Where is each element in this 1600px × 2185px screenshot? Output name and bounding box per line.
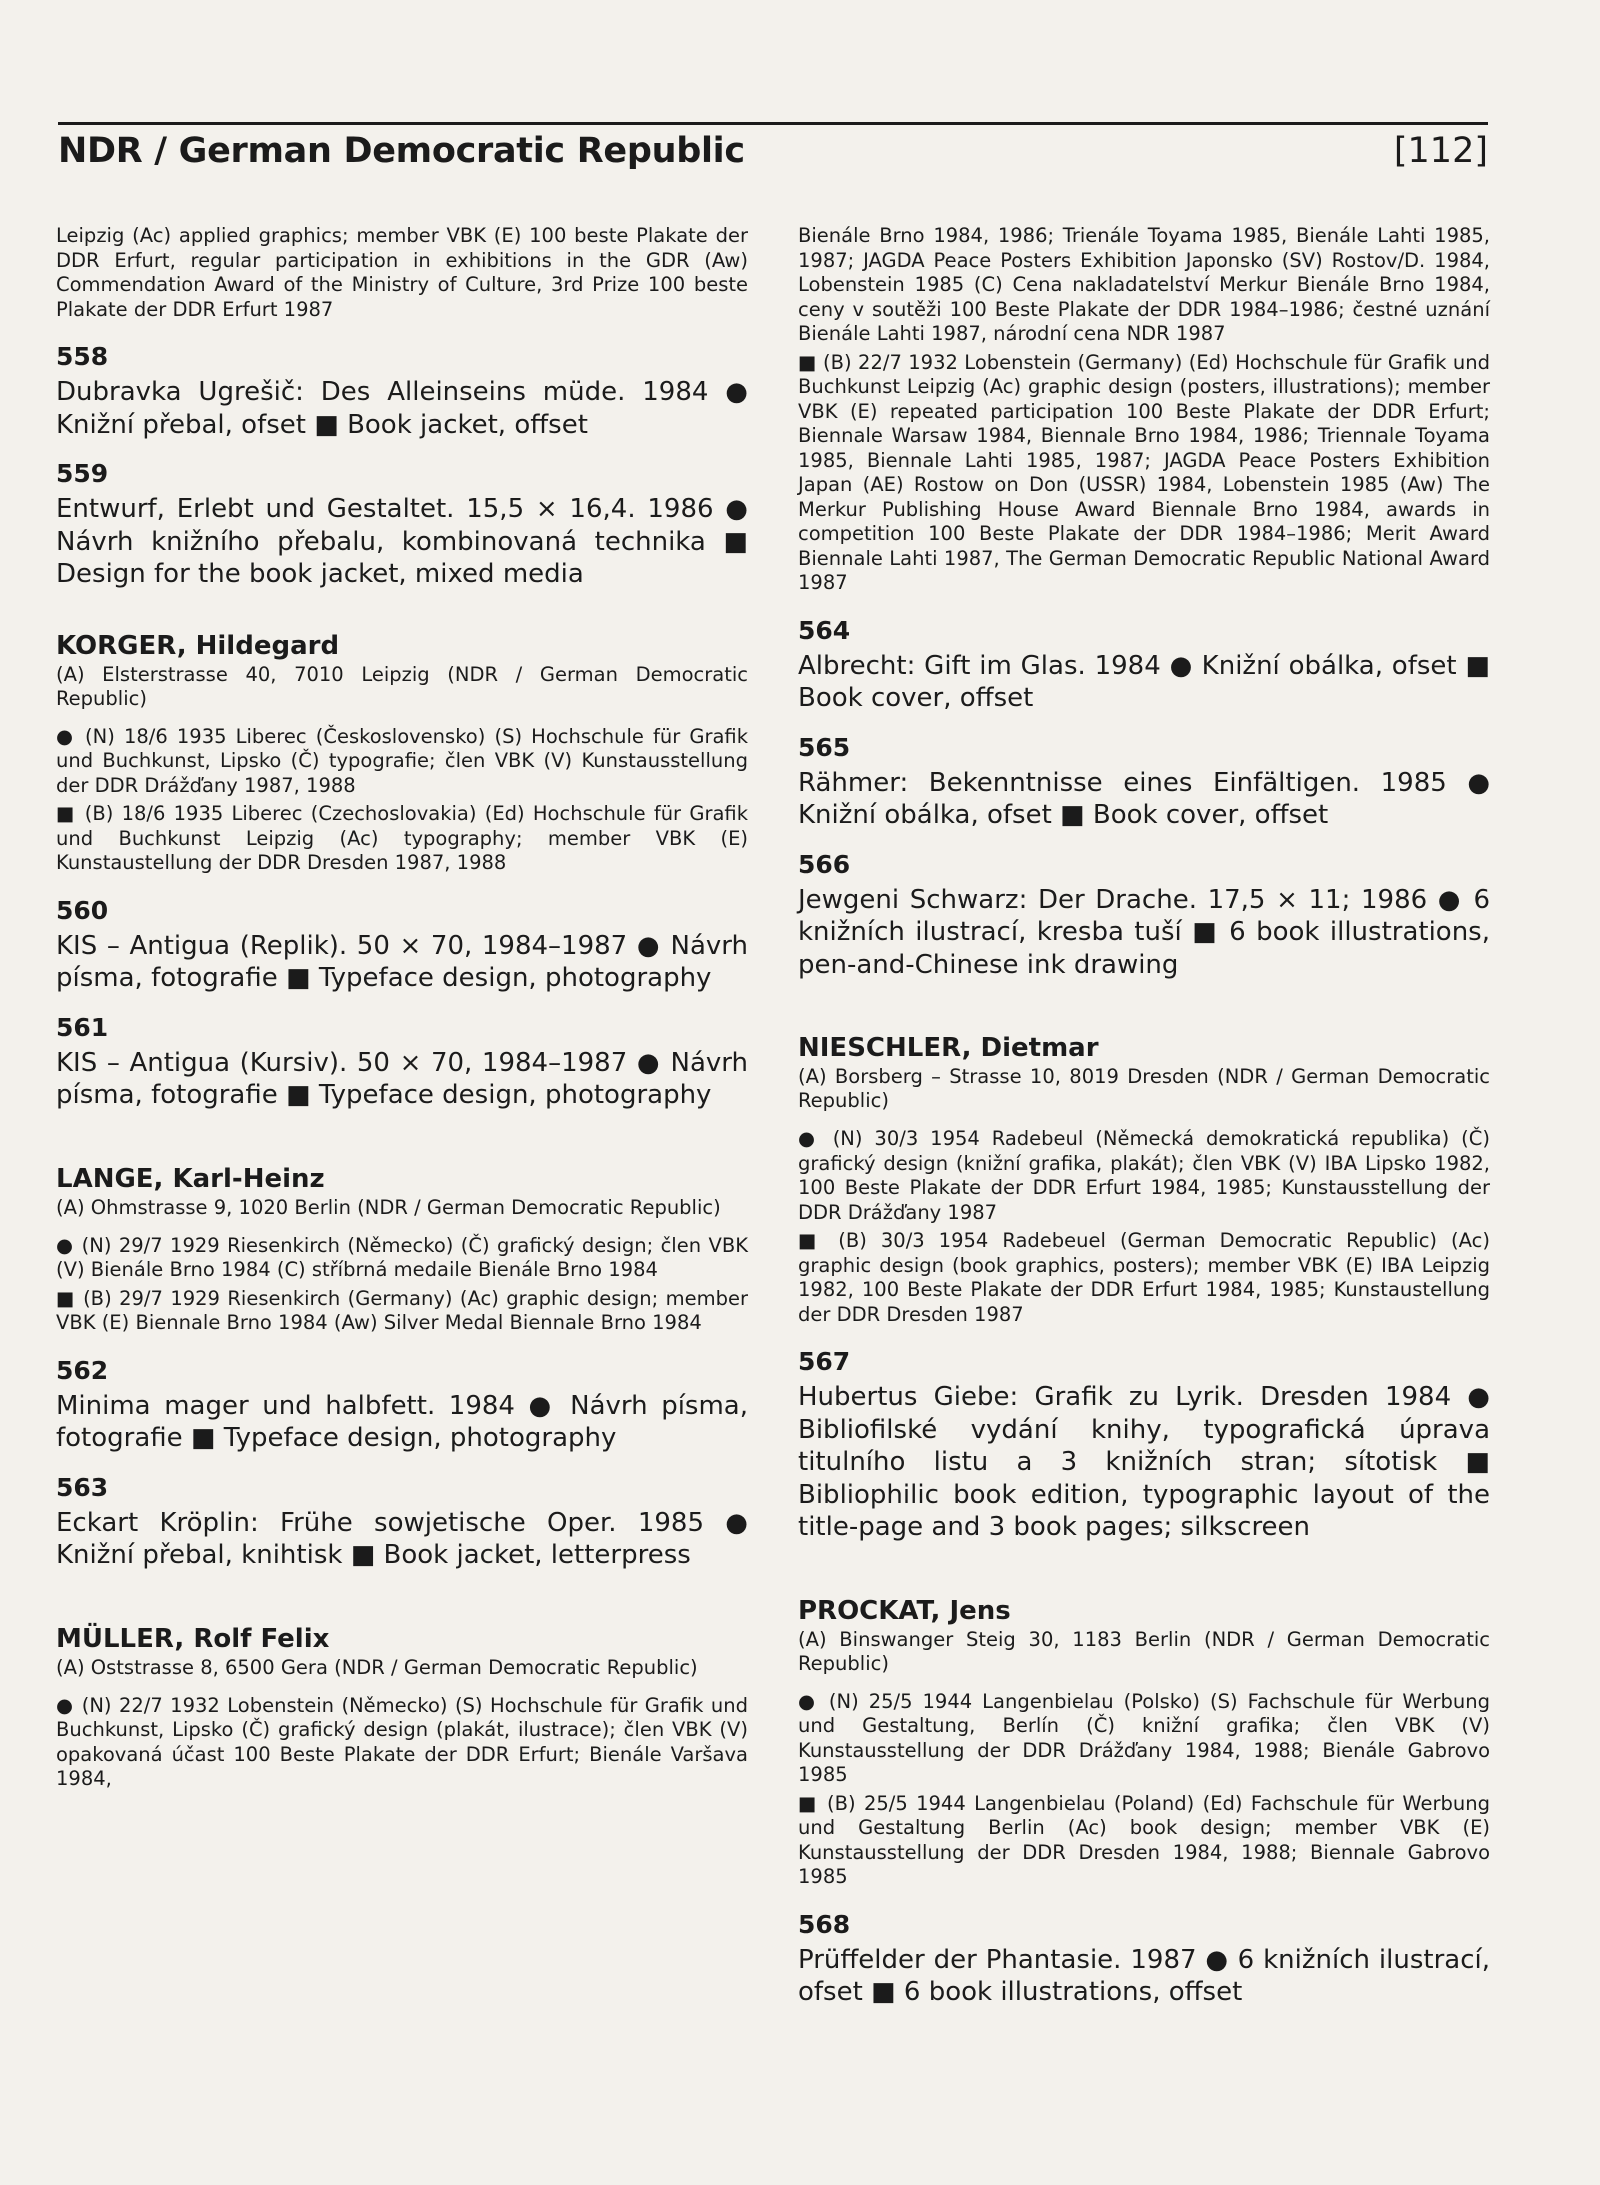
bio-english: ■ (B) 25/5 1944 Langenbielau (Poland) (Ed) Fachschule für Werbung und Gestaltung Berlin (Ac) book design; member VBK (E) Kunstausstellung der DDR Dresden 1984, 1988; Biennale Gabrovo 1985 [798, 1791, 1490, 1888]
work-number: 558 [56, 342, 109, 371]
bio-continuation: Leipzig (Ac) applied graphics; member VBK (E) 100 beste Plakate der DDR Erfurt, regular participation in exhibitions in the GDR (Aw) Commendation Award of the Ministry of Culture, 3rd Prize 100 beste Plakate der DDR Erfurt 1987 [56, 224, 748, 321]
work-entry: Rähmer: Bekenntnisse eines Einfältigen. 1985 ● Knižní obálka, ofset ■ Book cover, offset [798, 767, 1490, 830]
bio-czech-continued: Bienále Brno 1984, 1986; Trienále Toyama 1985, Bienále Lahti 1985, 1987; JAGDA Peace Posters Exhibition Japonsko (SV) Rostov/D. 1984, Lobenstein 1985 (C) Cena nakladatelství Merkur Bienále Brno 1984, ceny v soutěži 100 Beste Plakate der DDR 1984–1986; čestné uznání Bienále Lahti 1987, národní cena NDR 1987 [798, 224, 1490, 345]
work-number: 563 [56, 1472, 109, 1502]
artist-name: NIESCHLER, Dietmar [798, 1033, 1099, 1063]
artist-address: (A) Ohmstrasse 9, 1020 Berlin (NDR / German Democratic Republic) [56, 1195, 721, 1219]
work-number: 565 [798, 732, 851, 762]
work-entry: Eckart Kröplin: Frühe sowjetische Oper. 1985 ● Knižní přebal, knihtisk ■ Book jacket, letterpress [56, 1507, 748, 1570]
work-number: 559 [56, 459, 109, 488]
artist-name: MÜLLER, Rolf Felix [56, 1623, 330, 1654]
artist-address: (A) Binswanger Steig 30, 1183 Berlin (NDR / German Democratic Republic) [798, 1627, 1490, 1675]
work-entry: Minima mager und halbfett. 1984 ● Návrh písma, fotografie ■ Typeface design, photography [56, 1390, 748, 1453]
bio-english: ■ (B) 18/6 1935 Liberec (Czechoslovakia) (Ed) Hochschule für Grafik und Buchkunst Leipzig (Ac) typography; member VBK (E) Kunstaustellung der DDR Dresden 1987, 1988 [56, 802, 748, 874]
bio-czech: ● (N) 30/3 1954 Radebeul (Německá demokratická republika) (Č) grafický design (knižní grafika, plakát); člen VBK (V) IBA Lipsko 1982, 100 Beste Plakate der DDR Erfurt 1984, 1985; Kunstausstellung der DDR Drážďany 1987 [798, 1127, 1490, 1224]
artist-bio [798, 1127, 1490, 1327]
work-number: 568 [798, 1909, 851, 1939]
artist-name: PROCKAT, Jens [798, 1595, 1011, 1626]
work-number: 561 [56, 1012, 109, 1042]
artist-address: (A) Oststrasse 8, 6500 Gera (NDR / German Democratic Republic) [56, 1655, 698, 1679]
work-number: 566 [798, 849, 851, 879]
section-title: NDR / German Democratic Republic [58, 131, 745, 171]
artist-bio [56, 725, 748, 876]
artist-name: LANGE, Karl-Heinz [56, 1163, 325, 1194]
page-header [58, 122, 1488, 177]
bio-english: ■ (B) 29/7 1929 Riesenkirch (Germany) (Ac) graphic design; member VBK (E) Biennale Brno 1984 (Aw) Silver Medal Biennale Brno 1984 [56, 1286, 748, 1334]
work-entry: Hubertus Giebe: Grafik zu Lyrik. Dresden 1984 ● Bibliofilské vydání knihy, typografická úprava titulního listu a 3 knižních stran; sítotisk ■ Bibliophilic book edition, typographic layout of the title-page and 3 book pages; silkscreen [798, 1382, 1490, 1542]
bio-czech: ● (N) 18/6 1935 Liberec (Československo) (S) Hochschule für Grafik und Buchkunst, Lipsko (Č) typografie; člen VBK (V) Kunstausstellung der DDR Drážďany 1987, 1988 [56, 724, 748, 797]
left-column [56, 224, 748, 1812]
work-number: 564 [798, 615, 851, 645]
bio-czech: ● (N) 25/5 1944 Langenbielau (Polsko) (S) Fachschule für Werbung und Gestaltung, Berlín (Č) knižní grafika; člen VBK (V) Kunstausstellung der DDR Drážďany 1984, 1988; Bienále Gabrovo 1985 [798, 1689, 1490, 1786]
work-entry: Entwurf, Erlebt und Gestaltet. 15,5 × 16,4. 1986 ● Návrh knižního přebalu, kombinovaná technika ■ Design for the book jacket, mixed media [56, 494, 748, 589]
work-number: 560 [56, 895, 109, 925]
artist-address: (A) Elsterstrasse 40, 7010 Leipzig (NDR / German Democratic Republic) [56, 662, 748, 710]
artist-bio [56, 1694, 748, 1792]
work-number: 562 [56, 1355, 109, 1385]
artist-address: (A) Borsberg – Strasse 10, 8019 Dresden (NDR / German Democratic Republic) [798, 1065, 1490, 1112]
artist-name: KORGER, Hildegard [56, 630, 340, 661]
artist-bio [56, 1234, 748, 1336]
work-entry: Albrecht: Gift im Glas. 1984 ● Knižní obálka, ofset ■ Book cover, offset [798, 650, 1490, 713]
work-entry: KIS – Antigua (Replik). 50 × 70, 1984–1987 ● Návrh písma, fotografie ■ Typeface design, photography [56, 930, 748, 993]
work-number: 567 [798, 1347, 851, 1376]
work-entry: Jewgeni Schwarz: Der Drache. 17,5 × 11; 1986 ● 6 knižních ilustrací, kresba tuší ■ 6 book illustrations, pen-and-Chinese ink drawing [798, 884, 1490, 980]
bio-english: ■ (B) 30/3 1954 Radebeuel (German Democratic Republic) (Ac) graphic design (book graphics, posters); member VBK (E) IBA Leipzig 1982, 100 Beste Plakate der DDR Erfurt 1984, 1985; Kunstaustellung der DDR Dresden 1987 [798, 1229, 1490, 1326]
artist-bio [798, 1690, 1490, 1890]
artist-bio [798, 224, 1490, 596]
bio-czech: ● (N) 22/7 1932 Lobenstein (Německo) (S) Hochschule für Grafik und Buchkunst, Lipsko (Č) grafický design (plakát, ilustrace); člen VBK (V) opakovaná účast 100 Beste Plakate der DDR Erfurt; Bienále Varšava 1984, [56, 1693, 748, 1790]
bio-english: ■ (B) 22/7 1932 Lobenstein (Germany) (Ed) Hochschule für Grafik und Buchkunst Leipzig (Ac) graphic design (posters, illustrations); member VBK (E) repeated participation 100 Beste Plakate der DDR Erfurt; Biennale Warsaw 1984, Biennale Brno 1984, 1986; Triennale Toyama 1985, Biennale Lahti 1985, 1987; JAGDA Peace Posters Exhibition Japan (AE) Rostow on Don (USSR) 1984, Lobenstein 1985 (Aw) The Merkur Publishing House Award Biennale Brno 1984, awards in competition 100 Beste Plakate der DDR 1984–1986; Merit Award Biennale Lahti 1987, The German Democratic Republic National Award 1987 [798, 350, 1490, 594]
bio-czech: ● (N) 29/7 1929 Riesenkirch (Německo) (Č) grafický design; člen VBK (V) Bienále Brno 1984 (C) stříbrná medaile Bienále Brno 1984 [56, 1233, 748, 1281]
work-entry: Prüffelder der Phantasie. 1987 ● 6 knižních ilustrací, ofset ■ 6 book illustrations, offset [798, 1944, 1490, 2007]
work-entry: Dubravka Ugrešič: Des Alleinseins müde. 1984 ● Knižní přebal, ofset ■ Book jacket, offset [56, 377, 748, 440]
right-column [798, 224, 1490, 2027]
page-number: [112] [1393, 131, 1488, 171]
work-entry: KIS – Antigua (Kursiv). 50 × 70, 1984–1987 ● Návrh písma, fotografie ■ Typeface design, photography [56, 1047, 748, 1110]
